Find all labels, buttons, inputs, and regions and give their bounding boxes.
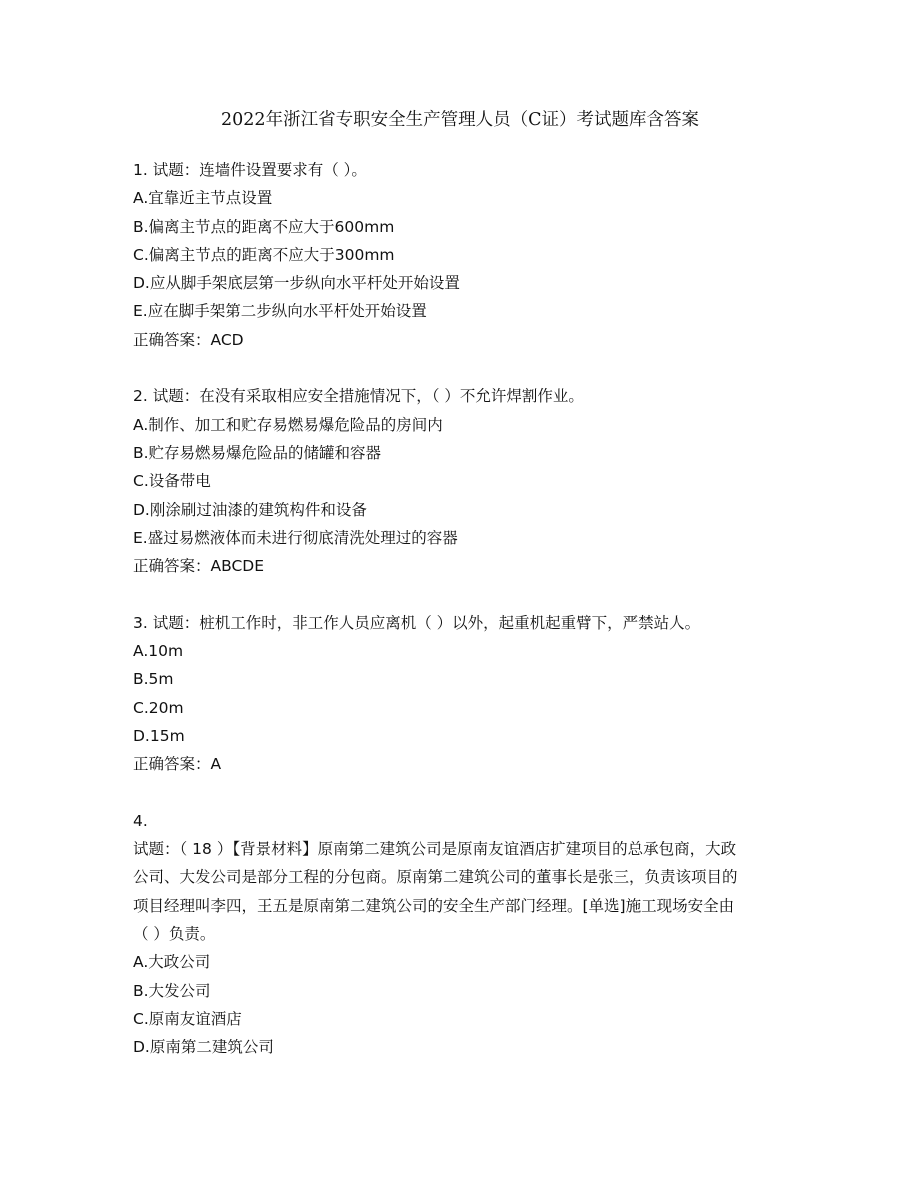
question-stem: 3. 试题：桩机工作时，非工作人员应离机（ ）以外，起重机起重臂下，严禁站人。: [133, 613, 701, 632]
option-b: B.5m: [133, 670, 174, 689]
question-list: [133, 156, 793, 1090]
option-c: C.偏离主节点的距离不应大于300mm: [133, 245, 395, 264]
option-a: A.大政公司: [133, 953, 211, 972]
correct-answer: 正确答案：ABCDE: [133, 557, 265, 576]
option-c: C.20m: [133, 698, 184, 717]
question-stem-line: 试题：（ 18 ）【背景材料】原南第二建筑公司是原南友谊酒店扩建项目的总承包商，大政: [133, 840, 737, 859]
option-e: E.应在脚手架第二步纵向水平杆处开始设置: [133, 302, 427, 321]
question-2: [133, 382, 793, 580]
document-title: 2022年浙江省专职安全生产管理人员（C证）考试题库含答案: [221, 110, 699, 130]
option-d: D.刚涂刷过油漆的建筑构件和设备: [133, 500, 367, 519]
option-b: B.偏离主节点的距离不应大于600mm: [133, 217, 395, 236]
option-b: B.贮存易燃易爆危险品的储罐和容器: [133, 443, 382, 462]
question-stem-line: 公司、大发公司是部分工程的分包商。原南第二建筑公司的董事长是张三，负责该项目的: [133, 868, 738, 887]
correct-answer: 正确答案：A: [133, 755, 222, 774]
option-b: B.大发公司: [133, 981, 211, 1000]
option-d: D.应从脚手架底层第一步纵向水平杆处开始设置: [133, 274, 460, 293]
question-stem-line: 项目经理叫李四，王五是原南第二建筑公司的安全生产部门经理。[单选]施工现场安全由: [133, 896, 735, 915]
option-a: A.宜靠近主节点设置: [133, 189, 273, 208]
question-stem: 2. 试题：在没有采取相应安全措施情况下，（ ）不允许焊割作业。: [133, 387, 584, 406]
question-stem-line: （ ）负责。: [133, 925, 216, 944]
question-3: [133, 609, 793, 779]
option-a: A.10m: [133, 642, 184, 661]
correct-answer: 正确答案：ACD: [133, 330, 244, 349]
question-number: 4.: [133, 811, 148, 830]
option-d: D.15m: [133, 726, 185, 745]
option-a: A.制作、加工和贮存易燃易爆危险品的房间内: [133, 415, 443, 434]
question-4: [133, 807, 793, 1062]
option-c: C.设备带电: [133, 472, 211, 491]
option-e: E.盛过易燃液体而未进行彻底清洗处理过的容器: [133, 528, 458, 547]
option-c: C.原南友谊酒店: [133, 1009, 242, 1028]
question-1: [133, 156, 793, 354]
option-d: D.原南第二建筑公司: [133, 1038, 274, 1057]
question-stem: 1. 试题：连墙件设置要求有（ ）。: [133, 161, 367, 179]
